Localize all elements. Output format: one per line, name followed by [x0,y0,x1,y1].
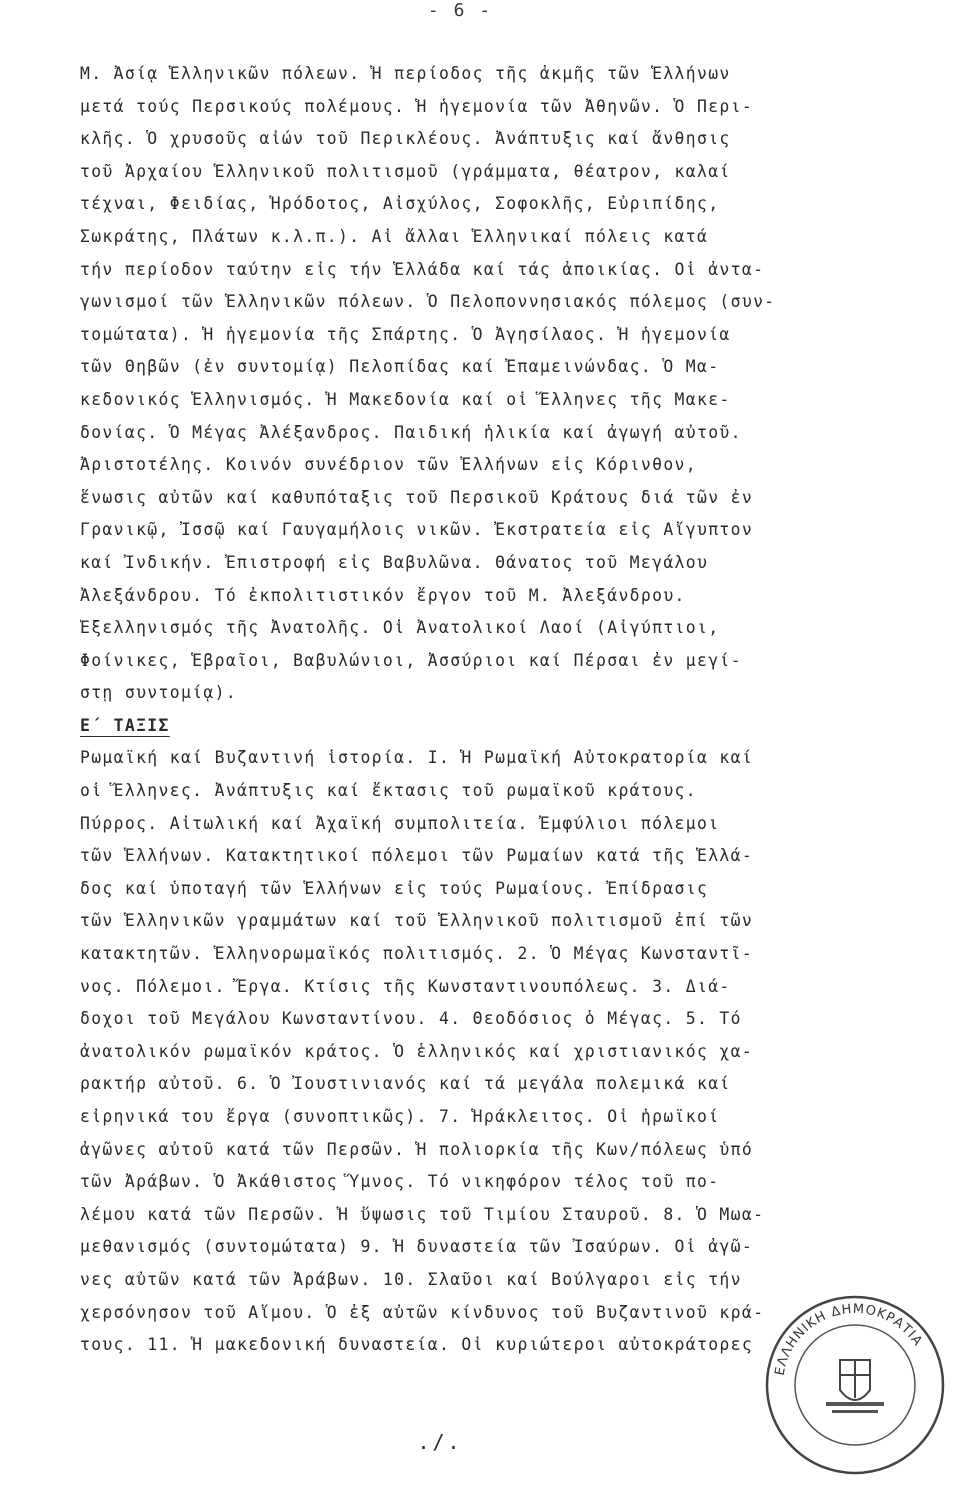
official-stamp [760,1290,950,1480]
text-line: τήν περίοδον ταύτην εἰς τήν Ἑλλάδα καί τάς ἀποικίας. Οἱ ἀντα- [80,259,765,279]
text-line: λέμου κατά τῶν Περσῶν. Ἡ ὕψωσις τοῦ Τιμίου Σταυροῦ. 8. Ὁ Μωα- [80,1204,765,1224]
text-line: τῶν Ἑλλήνων. Κατακτητικοί πόλεμοι τῶν Ρωμαίων κατά τῆς Ἑλλά- [80,846,754,866]
text-line: κλῆς. Ὁ χρυσοῦς αἰών τοῦ Περικλέους. Ἀνάπτυξις καί ἄνθησις [80,129,731,149]
text-line [80,710,910,743]
text-line: τῶν Ἑλληνικῶν γραμμάτων καί τοῦ Ἑλληνικοῦ πολιτισμοῦ ἐπί τῶν [80,911,754,931]
text-line: ἀνατολικόν ρωμαϊκόν κράτος. Ὁ ἑλληνικός καί χριστιανικός χα- [80,1041,754,1061]
text-line: Ἀριστοτέλης. Κοινόν συνέδριον τῶν Ἑλλήνων εἰς Κόρινθον, [80,455,697,475]
text-line: Γρανικῷ, Ἰσσῷ καί Γαυγαμήλοις νικῶν. Ἐκστρατεία εἰς Αἴγυπτον [80,520,754,540]
text-line: τῶν Ἀράβων. Ὁ Ἀκάθιστος Ὕμνος. Τό νικηφόρον τέλος τοῦ πο- [80,1172,720,1192]
text-line: μετά τούς Περσικούς πολέμους. Ἡ ἡγεμονία τῶν Ἀθηνῶν. Ὁ Περι- [80,96,754,116]
stamp-seal-icon [760,1290,950,1480]
text-line: νες αὐτῶν κατά τῶν Ἀράβων. 10. Σλαῦοι καί Βούλγαροι εἰς τήν [80,1269,742,1289]
text-line: δος καί ὑποταγή τῶν Ἑλλήνων εἰς τούς Ρωμαίους. Ἐπίδρασις [80,878,709,898]
text-line: Ἀλεξάνδρου. Τό ἐκπολιτιστικόν ἔργον τοῦ Μ. Ἀλεξάνδρου. [80,585,686,605]
text-line: τῶν Θηβῶν (ἐν συντομίᾳ) Πελοπίδας καί Ἐπαμεινώνδας. Ὁ Μα- [80,357,720,377]
text-line: κεδονικός Ἑλληνισμός. Ἡ Μακεδονία καί οἱ Ἕλληνες τῆς Μακε- [80,389,731,409]
text-line: δοχοι τοῦ Μεγάλου Κωνσταντίνου. 4. Θεοδόσιος ὁ Μέγας. 5. Τό [80,1009,742,1029]
text-line: Ρωμαϊκή καί Βυζαντινή ἱστορία. Ι. Ἡ Ρωμαϊκή Αὐτοκρατορία καί [80,748,754,768]
text-line: χερσόνησον τοῦ Αἵμου. Ὁ ἐξ αὐτῶν κίνδυνος τοῦ Βυζαντινοῦ κρά- [80,1302,765,1322]
text-line: στῃ συντομίᾳ). [80,683,238,703]
text-line: ρακτήρ αὐτοῦ. 6. Ὁ Ἰουστινιανός καί τά μεγάλα πολεμικά καί [80,1074,731,1094]
text-line: Μ. Ἀσίᾳ Ἑλληνικῶν πόλεων. Ἡ περίοδος τῆς ἀκμῆς τῶν Ἑλλήνων [80,64,731,83]
text-line: κατακτητῶν. Ἑλληνορωμαϊκός πολιτισμός. 2. Ὁ Μέγας Κωνσταντῖ- [80,944,754,964]
text-line: Ἐξελληνισμός τῆς Ἀνατολῆς. Οἱ Ἀνατολικοί Λαοί (Αἰγύπτιοι, [80,618,720,638]
text-line: Πύρρος. Αἰτωλική καί Ἀχαϊκή συμπολιτεία. Ἐμφύλιοι πόλεμοι [80,813,720,833]
text-line: εἰρηνικά του ἔργα (συνοπτικῶς). 7. Ἡράκλειτος. Οἱ ἡρωϊκοί [80,1107,720,1126]
text-line: τομώτατα). Ἡ ἡγεμονία τῆς Σπάρτης. Ὁ Ἀγησίλαος. Ἡ ἡγεμονία [80,324,731,344]
text-line: τοῦ Ἀρχαίου Ἑλληνικοῦ πολιτισμοῦ (γράμματα, θέατρον, καλαί [80,161,731,181]
text-line: Φοίνικες, Ἑβραῖοι, Βαβυλώνιοι, Ἀσσύριοι καί Πέρσαι ἐν μεγί- [80,650,742,670]
text-line: Σωκράτης, Πλάτων κ.λ.π.). Αἱ ἄλλαι Ἑλληνικαί πόλεις κατά [80,226,709,246]
text-line: τέχναι, Φειδίας, Ἡρόδοτος, Αἰσχύλος, Σοφοκλῆς, Εὐριπίδης, [80,194,720,214]
text-line: μεθανισμός (συντομώτατα) 9. Ἡ δυναστεία τῶν Ἰσαύρων. Οἱ ἀγῶ- [80,1237,754,1257]
text-line: ἕνωσις αὐτῶν καί καθυπόταξις τοῦ Περσικοῦ Κράτους διά τῶν ἐν [80,487,754,507]
text-line: ἀγῶνες αὐτοῦ κατά τῶν Περσῶν. Ἡ πολιορκία τῆς Κων/πόλεως ὑπό [80,1139,754,1159]
stamp-lettering: ΕΛΛΗΝΙΚΗ ΔΗΜΟΚΡΑΤΙΑ [772,1301,926,1377]
text-line: γωνισμοί τῶν Ἑλληνικῶν πόλεων. Ὁ Πελοποννησιακός πόλεμος (συν- [80,292,776,312]
text-line: καί Ἰνδικήν. Ἐπιστροφή εἰς Βαβυλῶνα. Θάνατος τοῦ Μεγάλου [80,552,709,572]
text-line: τους. 11. Ἡ μακεδονική δυναστεία. Οἱ κυριώτεροι αὐτοκράτορες [80,1335,754,1355]
page-number: - 6 - [427,0,493,21]
end-mark: ./. [417,1430,463,1454]
text-line: δονίας. Ὁ Μέγας Ἀλέξανδρος. Παιδική ἡλικία καί ἀγωγή αὐτοῦ. [80,422,742,442]
text-body [80,58,910,1362]
text-line: οἱ Ἕλληνες. Ἀνάπτυξις καί ἔκτασις τοῦ ρωμαϊκοῦ κράτους. [80,781,697,801]
text-line: νος. Πόλεμοι. Ἔργα. Κτίσις τῆς Κωνσταντινουπόλεως. 3. Διά- [80,976,731,996]
section-heading: Ε΄ ΤΑΞΙΣ [80,715,170,735]
